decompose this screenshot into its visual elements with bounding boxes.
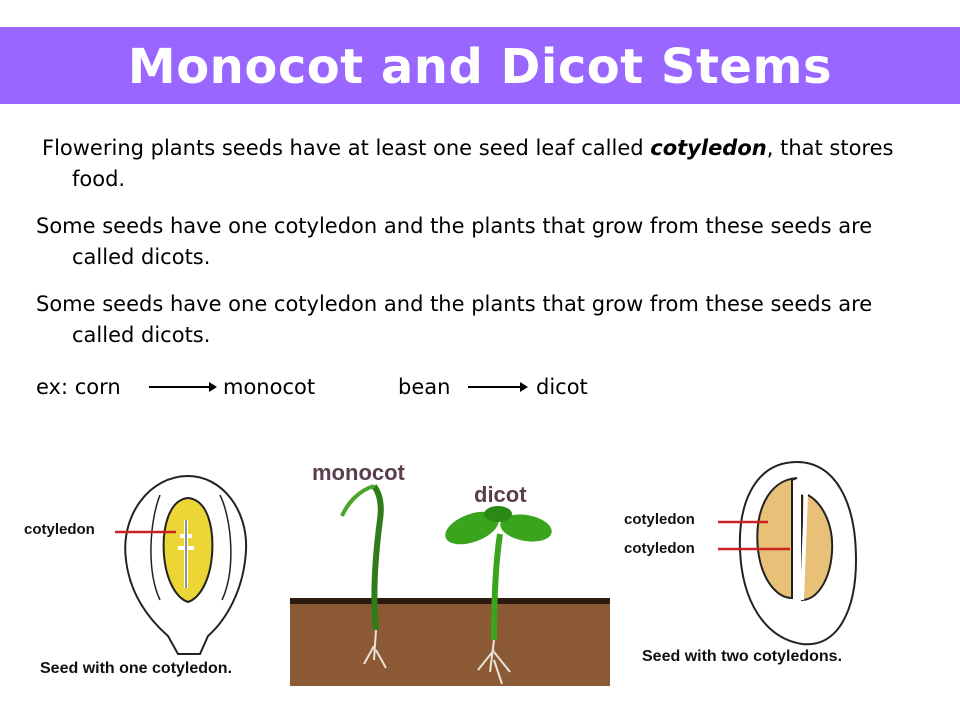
monocot-cotyledon-label: cotyledon	[24, 521, 95, 538]
example-line	[36, 372, 656, 403]
dicot-cotyledon-label-top: cotyledon	[624, 511, 695, 528]
seedlings-photo	[290, 450, 610, 686]
monocot-seed-caption: Seed with one cotyledon.	[40, 660, 233, 677]
monocot-seed-figure	[0, 440, 290, 720]
example-bean: bean	[398, 375, 451, 399]
paragraph-1-start: Flowering plants seeds have at least one seed leaf called	[42, 136, 651, 160]
monocot-seed-illustration	[0, 440, 290, 720]
body-text	[36, 133, 936, 367]
dicot-seed-illustration	[612, 450, 960, 680]
monocot-photo-label: monocot	[312, 460, 405, 485]
arrow-icon	[149, 386, 215, 388]
paragraph-cotyledon-definition	[36, 133, 936, 195]
dicot-photo-label: dicot	[474, 482, 527, 507]
arrow-icon	[468, 386, 526, 388]
dicot-seed-caption: Seed with two cotyledons.	[642, 648, 843, 665]
dicot-cotyledon-label-bottom: cotyledon	[624, 540, 695, 557]
paragraph-3: Some seeds have one cotyledon and the plants that grow from these seeds are called dicots.	[36, 292, 873, 347]
example-dicot: dicot	[536, 375, 588, 399]
paragraph-2: Some seeds have one cotyledon and the plants that grow from these seeds are called dicots.	[36, 214, 873, 269]
example-corn: ex: corn	[36, 375, 121, 399]
slide-title: Monocot and Dicot Stems	[127, 39, 833, 95]
dicot-seed-figure	[612, 450, 960, 680]
keyword-cotyledon: cotyledon	[650, 136, 767, 160]
paragraph-1-end: , that stores food.	[72, 136, 894, 191]
example-monocot: monocot	[223, 375, 316, 399]
